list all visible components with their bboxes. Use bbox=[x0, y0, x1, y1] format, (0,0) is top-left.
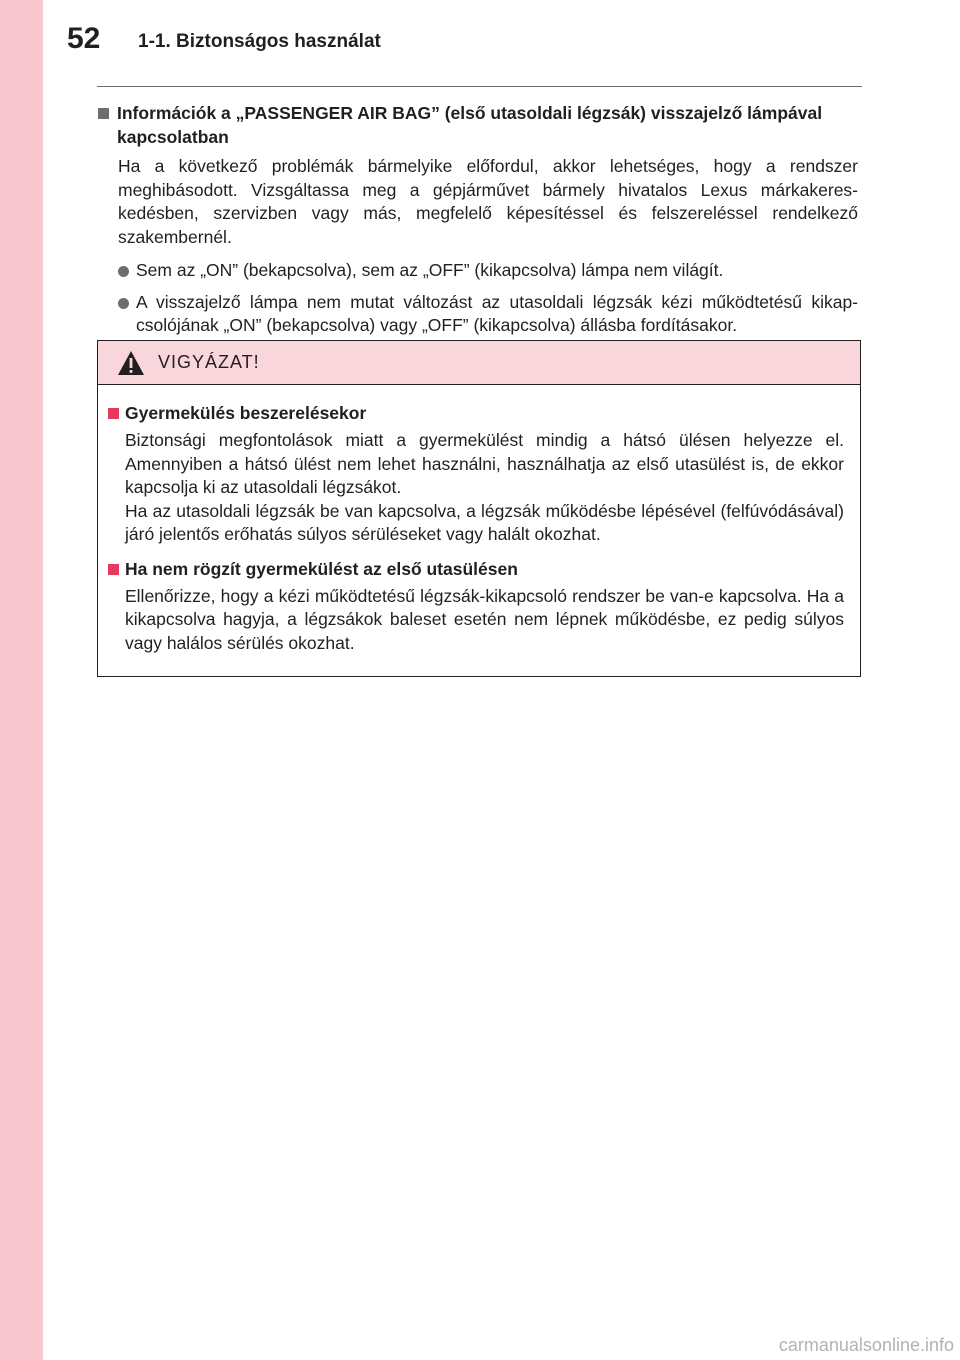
warning-box bbox=[97, 340, 861, 677]
square-bullet-icon bbox=[108, 564, 119, 575]
info-bullet-text: A visszajelző lámpa nem mutat változást az utasoldali légzsák kézi működtetésű kikapcsolójának „ON” (bekapcsolva) vagy „OFF” (kikapcsolva) állásba fordításakor. bbox=[136, 291, 858, 335]
page-number: 52 bbox=[67, 22, 101, 55]
info-section bbox=[97, 101, 862, 338]
footer-watermark: carmanualsonline.info bbox=[778, 1335, 954, 1355]
info-heading-text: Információk a „PASSENGER AIR BAG” (első utasoldali légzsák) visszajelző lámpával kapcsolatban bbox=[117, 103, 823, 147]
round-bullet-icon bbox=[118, 298, 129, 309]
warning-title: VIGYÁZAT! bbox=[158, 352, 260, 372]
warning-triangle-icon bbox=[117, 350, 145, 376]
info-heading bbox=[97, 101, 862, 149]
warning-heading-text: Gyermekülés beszerelésekor bbox=[125, 403, 367, 423]
warning-paragraph: Biztonsági megfontolások miatt a gyermekülést mindig a hátsó ülésen helyezze el. Amennyiben a hátsó ülést nem lehet használni, használhatja az első utasülést is, de ekkor kapcsolja ki az utasoldali légzsákot. bbox=[125, 430, 844, 497]
square-bullet-icon bbox=[108, 408, 119, 419]
round-bullet-icon bbox=[118, 266, 129, 277]
info-bullet-text: Sem az „ON” (bekapcsolva), sem az „OFF” (kikapcsolva) lámpa nem világít. bbox=[136, 260, 724, 280]
header-divider bbox=[97, 86, 862, 87]
warning-paragraph: Ellenőrizze, hogy a kézi működtetésű légzsák-kikapcsoló rendszer be van-e kapcsolva. Ha a kikapcsolva hagyja, a légzsákok baleset esetén nem lépnek működésbe, ez pedig súlyos vagy halálos sérülés okozhat. bbox=[125, 585, 844, 653]
info-paragraph: Ha a következő problémák bármelyike előfordul, akkor lehetséges, hogy a rendszer meghibásodott. Vizsgáltassa meg a gépjárművet bármely hivatalos Lexus márkakereskedésben, szervizben vagy más, megfelelő képesítéssel és felszereléssel rendelkező szakembernél. bbox=[118, 156, 858, 247]
warning-header bbox=[98, 341, 860, 385]
warning-paragraph: Ha az utasoldali légzsák be van kapcsolva, a légzsák működésbe lépésével (felfúvódásával) járó jelentős erőhatás súlyos sérüléseket vagy halált okozhat. bbox=[125, 500, 844, 544]
warning-section-heading bbox=[98, 401, 860, 425]
warning-body bbox=[98, 401, 860, 655]
info-bullet-item bbox=[97, 291, 862, 338]
info-bullet-item bbox=[97, 259, 862, 283]
section-title: 1-1. Biztonságos használat bbox=[138, 31, 381, 52]
square-bullet-icon bbox=[98, 108, 109, 119]
side-color-strip bbox=[0, 0, 43, 1360]
warning-section-heading bbox=[98, 557, 860, 581]
warning-heading-text: Ha nem rögzít gyermekülést az első utasülésen bbox=[125, 558, 518, 579]
